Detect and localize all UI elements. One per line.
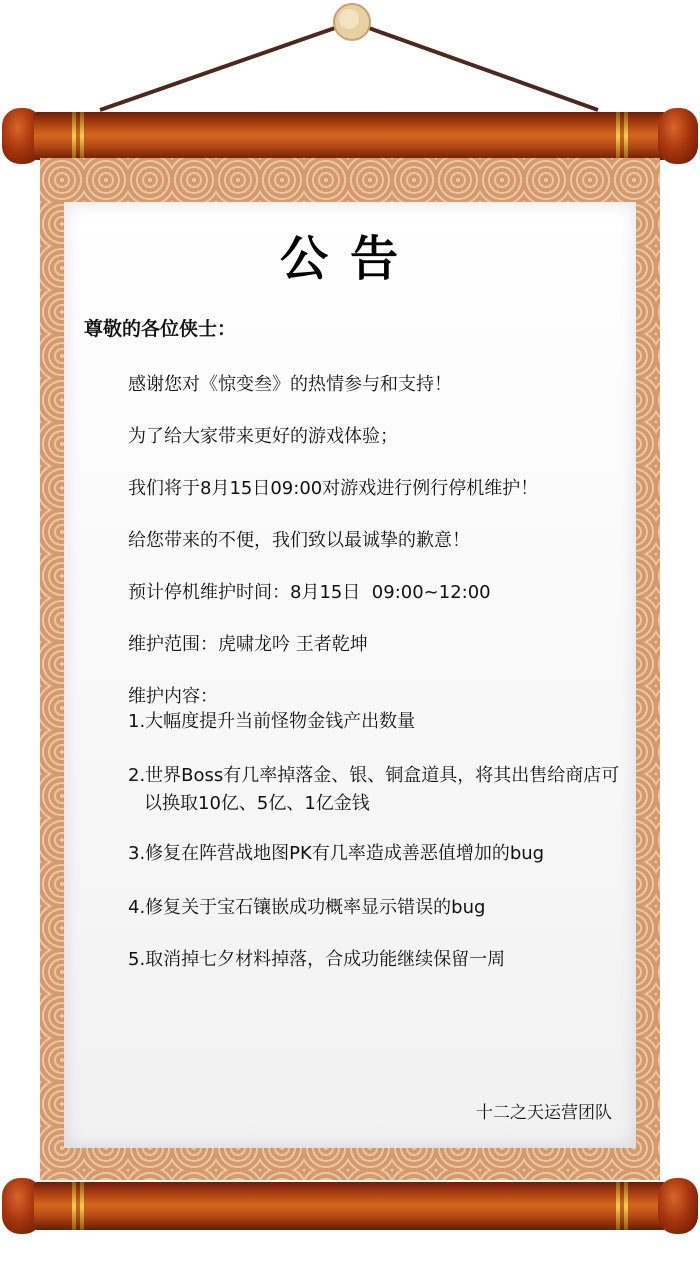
paragraph-downtime: 预计停机维护时间：8月15日 09:00~12:00	[128, 582, 491, 603]
list-item: 4.修复关于宝石镶嵌成功概率显示错误的bug	[128, 897, 486, 918]
notice-title: 公告	[279, 231, 420, 287]
paragraph-purpose: 为了给大家带来更好的游戏体验；	[128, 426, 398, 447]
paragraph-content-heading: 维护内容：	[128, 686, 218, 707]
rod-cap-right	[658, 1178, 698, 1234]
list-item-text: 2.世界Boss有几率掉落金、银、铜盒道具，将其出售给商店可以换取10亿、5亿、1亿金钱	[128, 765, 620, 814]
signature: 十二之天运营团队	[476, 1103, 612, 1123]
salutation: 尊敬的各位侠士：	[84, 318, 237, 340]
list-item	[128, 762, 628, 818]
paragraph-maintenance-date: 我们将于8月15日09:00对游戏进行例行停机维护！	[128, 478, 539, 499]
notice-paper	[64, 202, 636, 1148]
list-item: 5.取消掉七夕材料掉落，合成功能继续保留一周	[128, 949, 506, 970]
list-item: 1.大幅度提升当前怪物金钱产出数量	[128, 711, 416, 732]
paragraph-apology: 给您带来的不便，我们致以最诚挚的歉意！	[128, 530, 470, 551]
nail-icon	[334, 4, 370, 40]
list-item: 3.修复在阵营战地图PK有几率造成善恶值增加的bug	[128, 843, 545, 864]
paragraph-scope: 维护范围：虎啸龙吟 王者乾坤	[128, 634, 368, 655]
paragraph-thanks: 感谢您对《惊变叁》的热情参与和支持！	[128, 374, 452, 395]
rod-cap-right	[658, 108, 698, 164]
scroll-rod-top	[0, 108, 700, 164]
scroll-rod-bottom	[0, 1178, 700, 1234]
